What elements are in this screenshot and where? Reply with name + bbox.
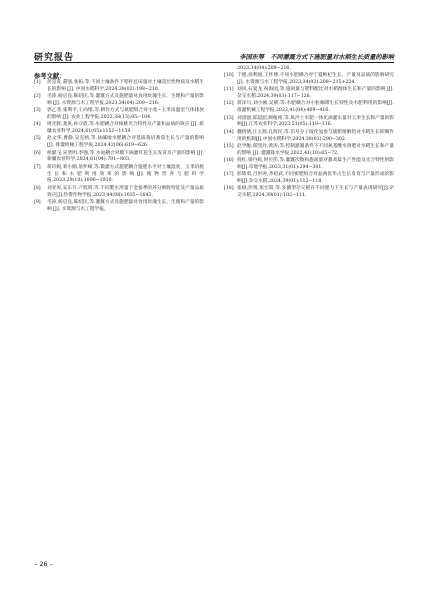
running-title: 李国东等 不同灌溉方式下施肥量对水稻生长质量的影响 bbox=[239, 53, 394, 61]
reference-text: 毛沛,杨启良,陈绍民,等.灌溉方式及施肥量对食用玫瑰生长、生理和产量的影响 [J]. 水资源与水工程学报, bbox=[47, 199, 204, 212]
reference-text: 蒋泽川,刘小刚,吴朝,等.水肥耦合对小粒咖啡生长特性及水肥利用的影响[J].排灌机械工程学报,2023,41(04):409−416. bbox=[237, 101, 394, 114]
references-left-column bbox=[34, 80, 204, 214]
reference-item bbox=[34, 151, 204, 165]
reference-item bbox=[224, 130, 394, 144]
reference-number: [4] bbox=[34, 122, 41, 128]
reference-number: [2] bbox=[34, 94, 41, 100]
reference-item bbox=[224, 73, 394, 87]
reference-number: [15] bbox=[224, 143, 234, 149]
reference-text: 彰辉勇,吕洪涛,齐绍武,不同密肥组合对晶两优华占生长发育与产量形成的影响[J].杂交水稻,2024,39(01):112−118. bbox=[237, 171, 394, 184]
reference-number: [16] bbox=[224, 157, 234, 163]
running-header bbox=[34, 50, 394, 62]
reference-text: 蒋玲妮,刘小刚,易怀峰,等.微灌方式施肥耦合施肥水平对土壤湿度、玉米培植生长和水肥利用效率的影响[J].植物营养与肥料学报,2023,29(10):1896−1910. bbox=[47, 164, 204, 184]
reference-number: [17] bbox=[224, 171, 234, 177]
reference-text: 刘富强,霍超韶,顾植裕,等.风沙土水肥一体化滴灌水量对玉米生长和产量的影响[J].江苏农业科学,2023,51(05):110−116. bbox=[237, 115, 394, 128]
reference-item bbox=[34, 80, 204, 94]
reference-number: [13] bbox=[224, 115, 234, 121]
reference-text: 魏倩倩,江玉源,孔海民,等.信号分子硫化氢参与硫肥缓解铝对水稻生长抑制作用的机制[J].中国水稻科学,2024,38(03):290−302. bbox=[237, 129, 394, 142]
reference-number: [7] bbox=[34, 164, 41, 170]
reference-item bbox=[224, 87, 394, 101]
reference-item bbox=[34, 136, 204, 150]
reference-text: 刘亚男,安东升,产程明,等.不同肥水用量下金蚕季的养分吸收特征及产量品质效应[J].热带作物学报,2023,44(08):1635−1643. bbox=[47, 185, 204, 198]
reference-item bbox=[224, 158, 394, 172]
reference-number: [8] bbox=[34, 185, 41, 191]
reference-number: [1] bbox=[34, 80, 41, 85]
reference-number: [5] bbox=[34, 136, 41, 142]
reference-text: 2023,34(04):209−216. bbox=[237, 66, 291, 71]
reference-text: 于德,徐利国,王怀博.不同水肥耦合对宁夏枸杞生长、产量及品质的影响研究 [J]. 水资源与水工程学报,2023,34(02):208−215+224. bbox=[237, 73, 394, 86]
reference-item bbox=[224, 186, 394, 200]
reference-number: [3] bbox=[34, 108, 41, 114]
reference-number: [14] bbox=[224, 129, 234, 135]
reference-text: 张稳,彭悦,张宏阳,等.多播型杂交稻在不同肥力下生长与产量表现研究[J].杂交水稻,2024,39(01):102−111. bbox=[237, 186, 394, 198]
reference-item bbox=[224, 172, 394, 186]
reference-item bbox=[34, 94, 204, 108]
reference-text: 彭是发,董强,张拓,等.不同土壤条件下秸秆还田量对土壤适层性物质及水稻生长的影响 [J]. 中国水稻科学,2024,38(02):198−210. bbox=[47, 80, 204, 92]
section-label: 研究报告 bbox=[34, 52, 75, 63]
reference-text: 赵文华,曹静,吴克炳,等.盐碱地水肥耦合对基质栽培番茄生长与产量的影响 [J]. 排灌机械工程学报,2024,42(06):619−626. bbox=[47, 136, 204, 149]
reference-number: [18] bbox=[224, 186, 234, 192]
reference-item bbox=[34, 108, 204, 122]
reference-number: [12] bbox=[224, 101, 234, 107]
reference-number: [10] bbox=[224, 73, 234, 79]
reference-number: [11] bbox=[224, 87, 234, 93]
references-heading: 参考文献： bbox=[34, 73, 66, 80]
reference-item bbox=[34, 186, 204, 200]
reference-text: 毛沛,杨启良,陈绍民,等.灌溉方式及施肥量对食用玫瑰生长、生理和产量的影响 [J]. 水资源与水工程学报,2023,34(04):209−216. bbox=[47, 94, 204, 107]
reference-continuation bbox=[224, 66, 394, 73]
reference-text: 周光辉,龚风,孙守盾,等.水肥耦合对核桃光合特性及产量和品质的效应 [J]. 新疆农业科学,2024,61(05):1151−1159. bbox=[47, 122, 204, 135]
page-number: – 26 – bbox=[34, 560, 53, 568]
reference-number: [6] bbox=[34, 150, 41, 156]
reference-text: 倪红,梁丹妮,时贝伟,等.灌溉次数和施氮量对甜高粱生产性能及光合特性的影响[J].草地学报,2023,31(01):294−301. bbox=[237, 157, 394, 170]
reference-item bbox=[34, 200, 204, 214]
reference-item bbox=[224, 116, 394, 130]
reference-number: [9] bbox=[34, 199, 41, 205]
reference-text: 赵学鲲,郑凯玲,黄涛,等.控制灌溉条件下不同氮基酸水溶肥对水稻生长和产量的影响 [J]. 灌溉排水学报,2022,41(10):65−72. bbox=[237, 143, 394, 156]
reference-item bbox=[34, 122, 204, 136]
reference-text: 刘风,石爱龙,祝海园,等.施氮量与肥料配比对水稻群体生长和产量的影响 [J]. 杂交水稻,2024,39(03):117−126. bbox=[237, 87, 394, 100]
references-right-column bbox=[224, 66, 394, 200]
reference-item bbox=[224, 144, 394, 158]
reference-item bbox=[34, 165, 204, 186]
header-rule bbox=[34, 62, 394, 63]
reference-text: 侯献飞,宋贤明,李强,等.水氮耦合对膜下滴灌红花生长发育及产量的影响 [J]. 新疆农业科学,2024,61(04):791−803. bbox=[47, 150, 204, 163]
reference-item bbox=[224, 101, 394, 115]
reference-text: 郭乙菲,张利平,王尚维,等.耕作方式与氮肥组合对小麦−玉米田温室气体排放的影响 [J]. 农业工程学报,2022,38(13):95−104. bbox=[47, 108, 204, 121]
